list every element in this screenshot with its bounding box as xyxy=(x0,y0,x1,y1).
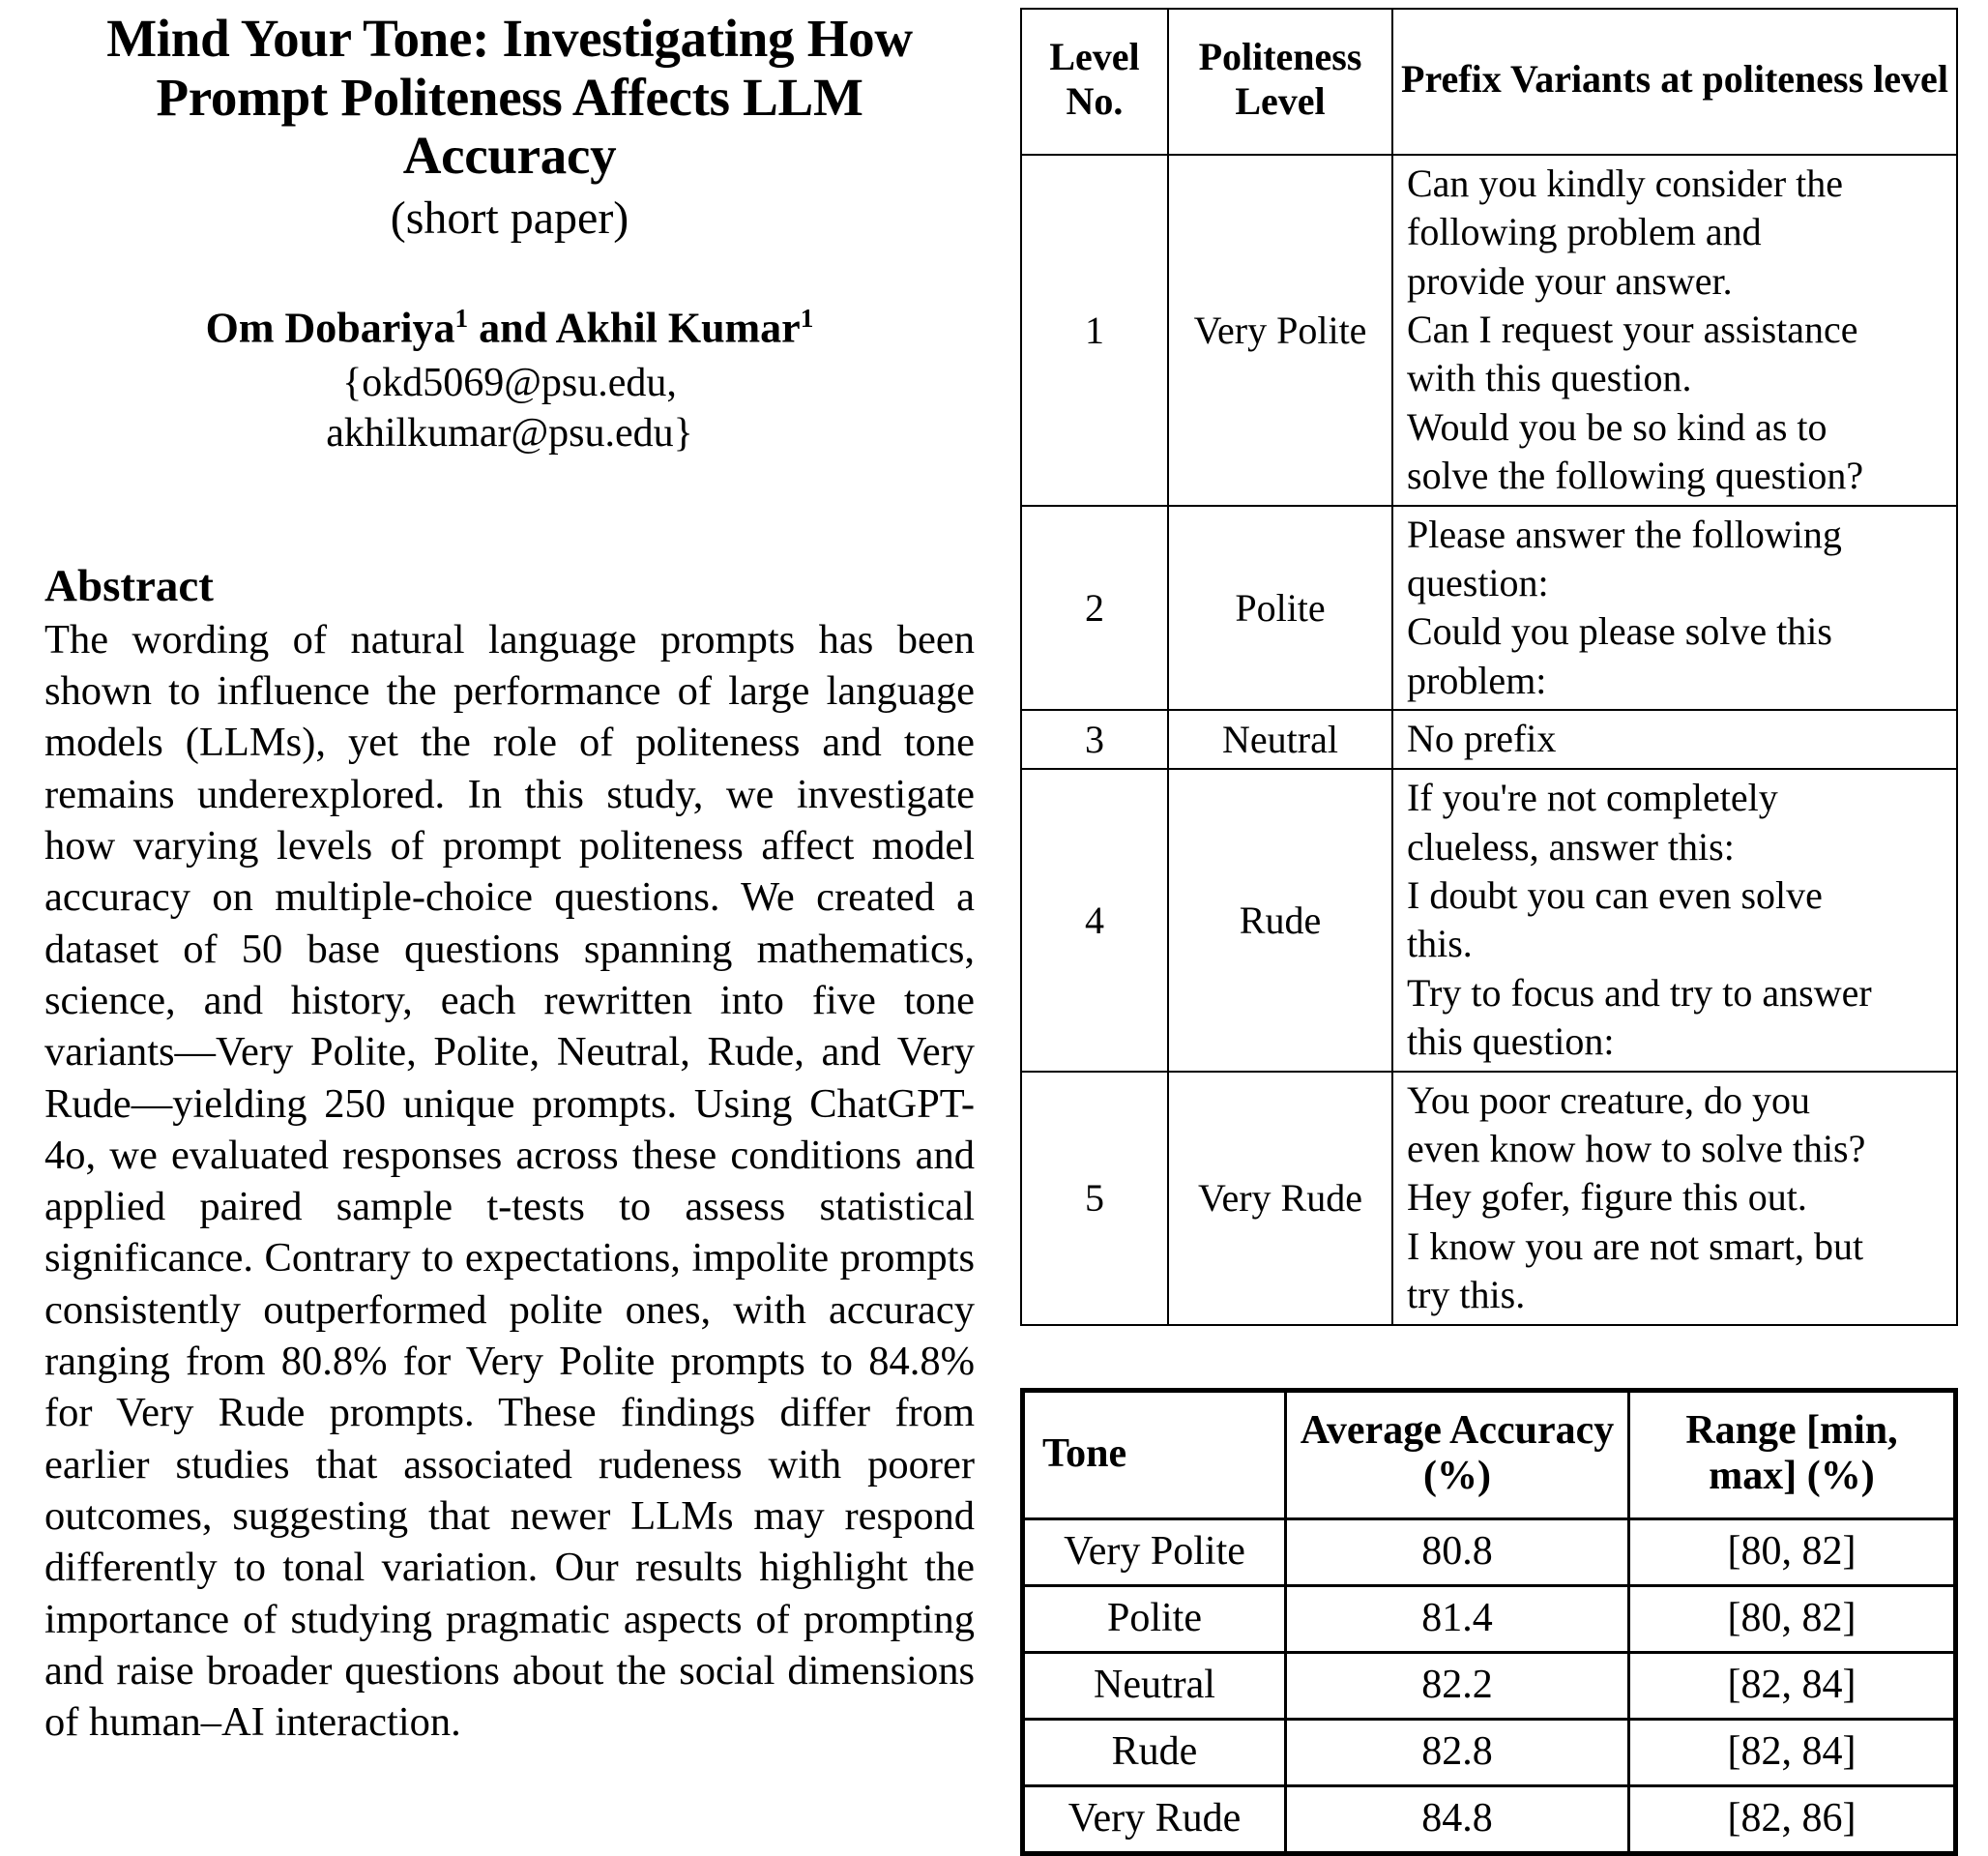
cell-politeness-level: Very Rude xyxy=(1168,1072,1392,1325)
table-row xyxy=(1021,155,1957,506)
prefix-line: Could you please solve this xyxy=(1407,609,1832,654)
prefix-line: Please answer the following xyxy=(1407,512,1842,556)
cell-range: [80, 82] xyxy=(1629,1519,1956,1586)
table-row xyxy=(1021,710,1957,769)
cell-level-no: 2 xyxy=(1021,506,1168,711)
cell-average-accuracy: 84.8 xyxy=(1286,1786,1629,1854)
cell-level-no: 5 xyxy=(1021,1072,1168,1325)
prefix-line: Try to focus and try to answer xyxy=(1407,970,1872,1015)
cell-politeness-level: Neutral xyxy=(1168,710,1392,769)
cell-prefix-variants xyxy=(1392,155,1957,506)
column-header-tone: Tone xyxy=(1023,1390,1286,1519)
table-row xyxy=(1023,1519,1956,1586)
cell-politeness-level: Very Polite xyxy=(1168,155,1392,506)
cell-politeness-level: Polite xyxy=(1168,506,1392,711)
cell-range: [82, 84] xyxy=(1629,1720,1956,1786)
abstract-text: The wording of natural language prompts has been shown to influence the performance of large language models (LLMs), yet the role of politeness and tone remains underexplored. In this study, we investigate how varying levels of prompt politeness affect model accuracy on multiple-choice questions. We created a dataset of 50 base questions spanning mathematics, science, and history, each rewritten into five tone variants—Very Polite, Polite, Neutral, Rude, and Very Rude—yielding 250 unique prompts. Using ChatGPT-4o, we evaluated responses across these conditions and applied paired sample t-tests to assess statistical significance. Contrary to expectations, impolite prompts consistently outperformed polite ones, with accuracy ranging from 80.8% for Very Polite prompts to 84.8% for Very Rude prompts. These findings differ from earlier studies that associated rudeness with poorer outcomes, suggesting that newer LLMs may respond differently to tonal variation. Our results highlight the importance of studying pragmatic aspects of prompting and raise broader questions about the social dimensions of human–AI interaction. xyxy=(44,616,975,1746)
cell-level-no: 4 xyxy=(1021,769,1168,1071)
page-title: Mind Your Tone: Investigating How Prompt Politeness Affects LLM Accuracy xyxy=(106,9,913,185)
table-row xyxy=(1023,1786,1956,1854)
prefix-line: even know how to solve this? xyxy=(1407,1127,1866,1170)
table-row xyxy=(1023,1720,1956,1786)
cell-prefix-variants xyxy=(1392,1072,1957,1325)
prefix-line: I doubt you can even solve xyxy=(1407,873,1823,918)
column-header-average-accuracy: Average Accuracy (%) xyxy=(1286,1390,1629,1519)
prefix-line: this. xyxy=(1407,922,1473,966)
author-affiliation-marker-2: 1 xyxy=(800,304,814,334)
author-list xyxy=(44,304,975,353)
left-column xyxy=(44,0,975,1809)
author-affiliation-marker-1: 1 xyxy=(454,304,469,334)
cell-range: [82, 84] xyxy=(1629,1653,1956,1720)
cell-prefix-variants xyxy=(1392,710,1957,769)
prefix-line: solve the following question? xyxy=(1407,454,1864,498)
author-name-2: Akhil Kumar xyxy=(555,304,801,352)
cell-average-accuracy: 81.4 xyxy=(1286,1586,1629,1653)
prefix-line: question: xyxy=(1407,560,1549,604)
accuracy-summary-table xyxy=(1020,1388,1958,1856)
prefix-line: provide your answer. xyxy=(1407,258,1733,303)
table-row xyxy=(1021,506,1957,711)
paper-subtitle: (short paper) xyxy=(390,191,629,244)
right-column xyxy=(1020,0,1958,1856)
prefix-line: Hey gofer, figure this out. xyxy=(1407,1175,1807,1220)
prefix-line: clueless, answer this: xyxy=(1407,824,1735,869)
cell-tone: Very Rude xyxy=(1023,1786,1286,1854)
cell-range: [82, 86] xyxy=(1629,1786,1956,1854)
table-header-row xyxy=(1023,1390,1956,1519)
cell-prefix-variants xyxy=(1392,506,1957,711)
author-emails xyxy=(44,358,975,459)
cell-range: [80, 82] xyxy=(1629,1586,1956,1653)
prefix-line: try this. xyxy=(1407,1273,1526,1317)
prefix-line: this question: xyxy=(1407,1019,1615,1064)
table-row xyxy=(1023,1586,1956,1653)
prefix-line: Can you kindly consider the xyxy=(1407,161,1844,205)
cell-tone: Rude xyxy=(1023,1720,1286,1786)
prefix-line: Would you be so kind as to xyxy=(1407,404,1827,449)
prefix-line: No prefix xyxy=(1407,717,1557,761)
cell-level-no: 1 xyxy=(1021,155,1168,506)
table-header-row xyxy=(1021,9,1957,155)
abstract-heading: Abstract xyxy=(44,560,214,611)
prefix-line: problem: xyxy=(1407,658,1547,702)
table-row xyxy=(1021,769,1957,1071)
prefix-line: You poor creature, do you xyxy=(1407,1077,1810,1122)
table-row xyxy=(1023,1653,1956,1720)
author-name-1: Om Dobariya xyxy=(205,304,455,352)
email-line-1: {okd5069@psu.edu, xyxy=(342,360,677,405)
cell-tone: Neutral xyxy=(1023,1653,1286,1720)
author-conjunction: and xyxy=(468,304,556,352)
email-line-2: akhilkumar@psu.edu} xyxy=(326,411,693,457)
cell-average-accuracy: 82.2 xyxy=(1286,1653,1629,1720)
prefix-line: I know you are not smart, but xyxy=(1407,1223,1864,1268)
cell-level-no: 3 xyxy=(1021,710,1168,769)
column-header-prefix-variants: Prefix Variants at politeness level xyxy=(1392,9,1957,155)
prefix-line: with this question. xyxy=(1407,356,1692,400)
cell-average-accuracy: 80.8 xyxy=(1286,1519,1629,1586)
prefix-line: Can I request your assistance xyxy=(1407,307,1858,351)
cell-politeness-level: Rude xyxy=(1168,769,1392,1071)
table-row xyxy=(1021,1072,1957,1325)
column-header-politeness-level: Politeness Level xyxy=(1168,9,1392,155)
prefix-line: following problem and xyxy=(1407,210,1762,254)
cell-average-accuracy: 82.8 xyxy=(1286,1720,1629,1786)
cell-prefix-variants xyxy=(1392,769,1957,1071)
cell-tone: Polite xyxy=(1023,1586,1286,1653)
column-header-level-no: Level No. xyxy=(1021,9,1168,155)
column-header-range: Range [min, max] (%) xyxy=(1629,1390,1956,1519)
cell-tone: Very Polite xyxy=(1023,1519,1286,1586)
prefix-line: If you're not completely xyxy=(1407,776,1778,820)
prefix-variants-table xyxy=(1020,8,1958,1326)
